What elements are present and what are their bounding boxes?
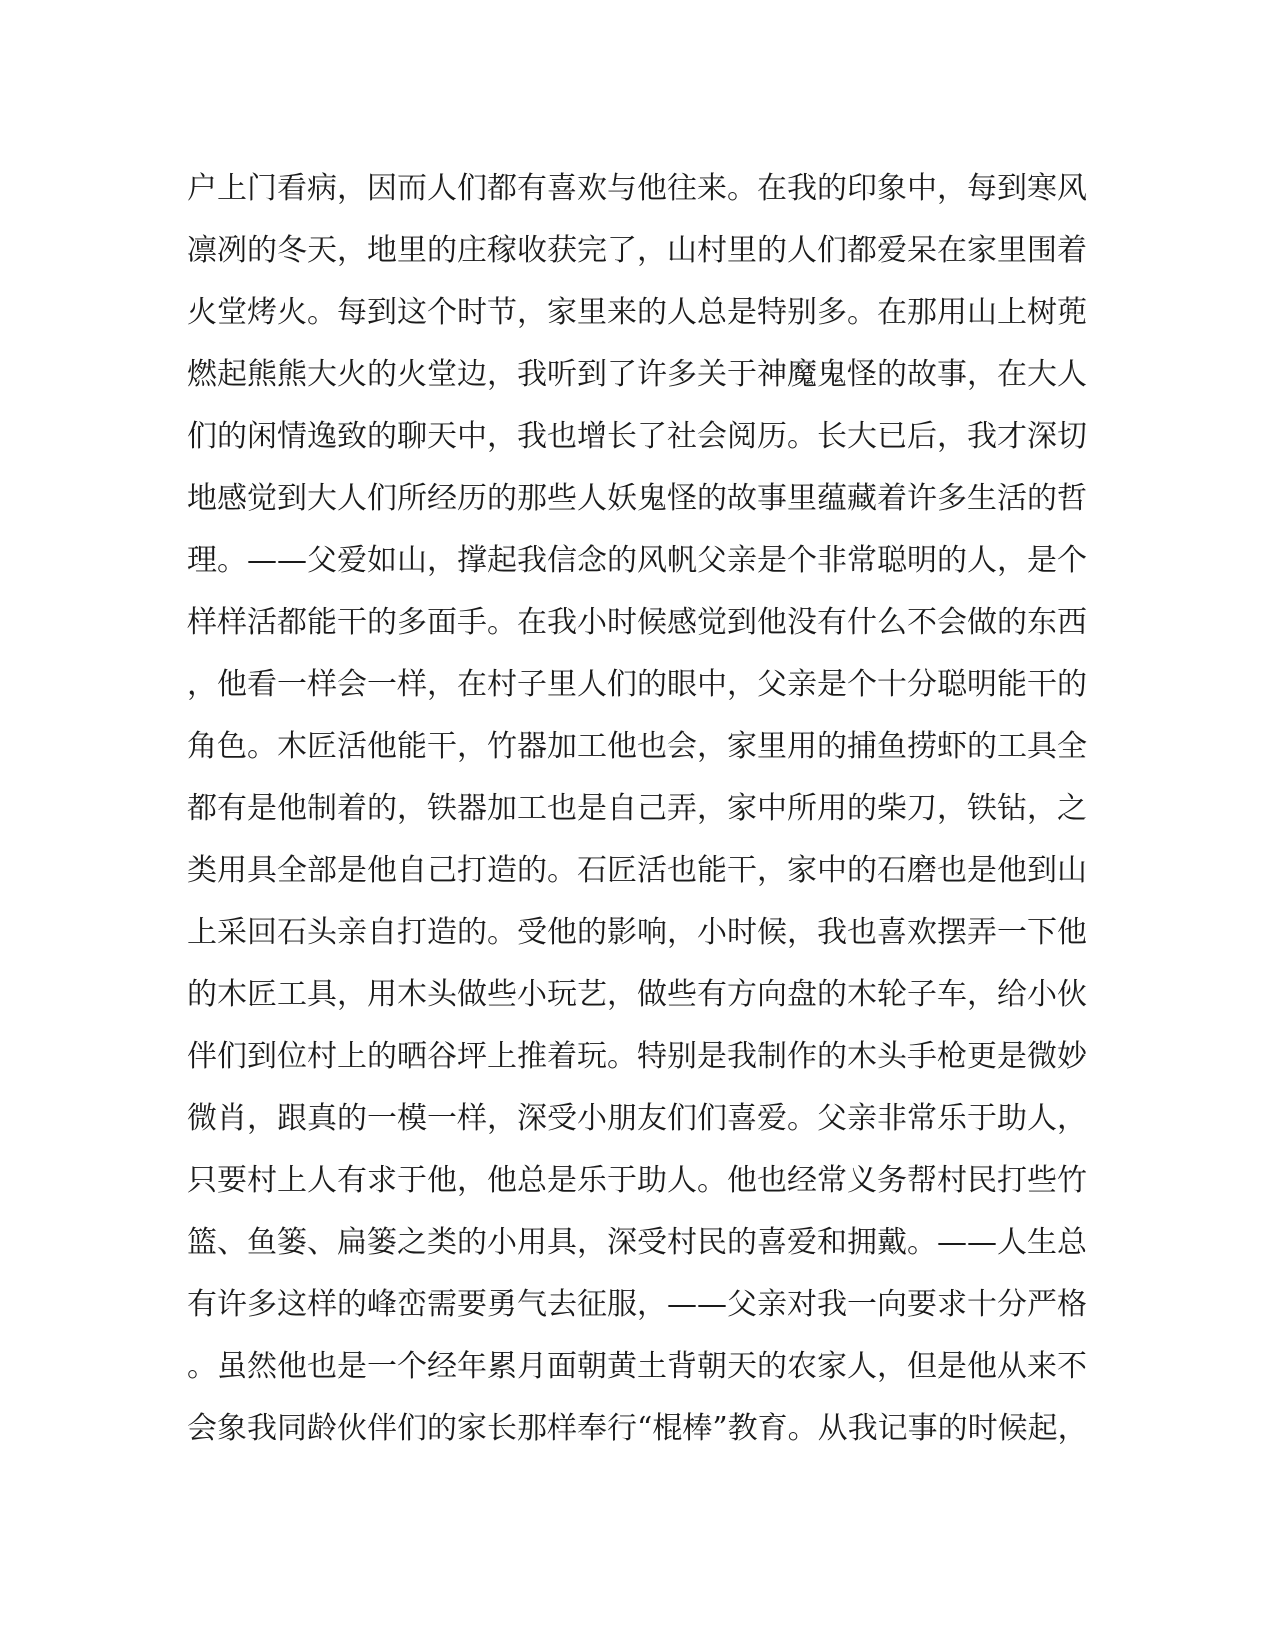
text-line: 类用具全部是他自己打造的。石匠活也能干，家中的石磨也是他到山 [187,853,1087,888]
text-line: 微肖，跟真的一模一样，深受小朋友们们喜爱。父亲非常乐于助人， [187,1101,1087,1136]
text-line: 凛冽的冬天，地里的庄稼收获完了，山村里的人们都爱呆在家里围着 [187,233,1087,268]
text-line: 户上门看病，因而人们都有喜欢与他往来。在我的印象中，每到寒风 [187,171,1087,206]
text-line: 有许多这样的峰峦需要勇气去征服，——父亲对我一向要求十分严格 [187,1287,1087,1322]
text-line: ，他看一样会一样，在村子里人们的眼中，父亲是个十分聪明能干的 [187,667,1087,702]
text-line: 火堂烤火。每到这个时节，家里来的人总是特别多。在那用山上树蔸 [187,295,1087,330]
text-line: 理。——父爱如山，撑起我信念的风帆父亲是个非常聪明的人，是个 [187,543,1087,578]
text-line: 只要村上人有求于他，他总是乐于助人。他也经常义务帮村民打些竹 [187,1163,1087,1198]
text-line: 。虽然他也是一个经年累月面朝黄土背朝天的农家人，但是他从来不 [187,1349,1087,1384]
text-line: 角色。木匠活他能干，竹器加工他也会，家里用的捕鱼捞虾的工具全 [187,729,1087,764]
text-line: 样样活都能干的多面手。在我小时候感觉到他没有什么不会做的东西 [187,605,1087,640]
text-line: 会象我同龄伙伴们的家长那样奉行“棍棒”教育。从我记事的时候起， [187,1411,1088,1446]
text-line: 都有是他制着的，铁器加工也是自己弄，家中所用的柴刀，铁钻，之 [187,791,1087,826]
text-line: 伴们到位村上的晒谷坪上推着玩。特别是我制作的木头手枪更是微妙 [187,1039,1087,1074]
text-line: 燃起熊熊大火的火堂边，我听到了许多关于神魔鬼怪的故事，在大人 [187,357,1087,392]
text-line: 篮、鱼篓、扁篓之类的小用具，深受村民的喜爱和拥戴。——人生总 [187,1225,1087,1260]
text-line: 们的闲情逸致的聊天中，我也增长了社会阅历。长大已后，我才深切 [187,419,1087,454]
text-line: 上采回石头亲自打造的。受他的影响，小时候，我也喜欢摆弄一下他 [187,915,1087,950]
text-line: 地感觉到大人们所经历的那些人妖鬼怪的故事里蕴藏着许多生活的哲 [187,481,1087,516]
body-text [187,158,1088,1460]
text-line: 的木匠工具，用木头做些小玩艺，做些有方向盘的木轮子车，给小伙 [187,977,1087,1012]
